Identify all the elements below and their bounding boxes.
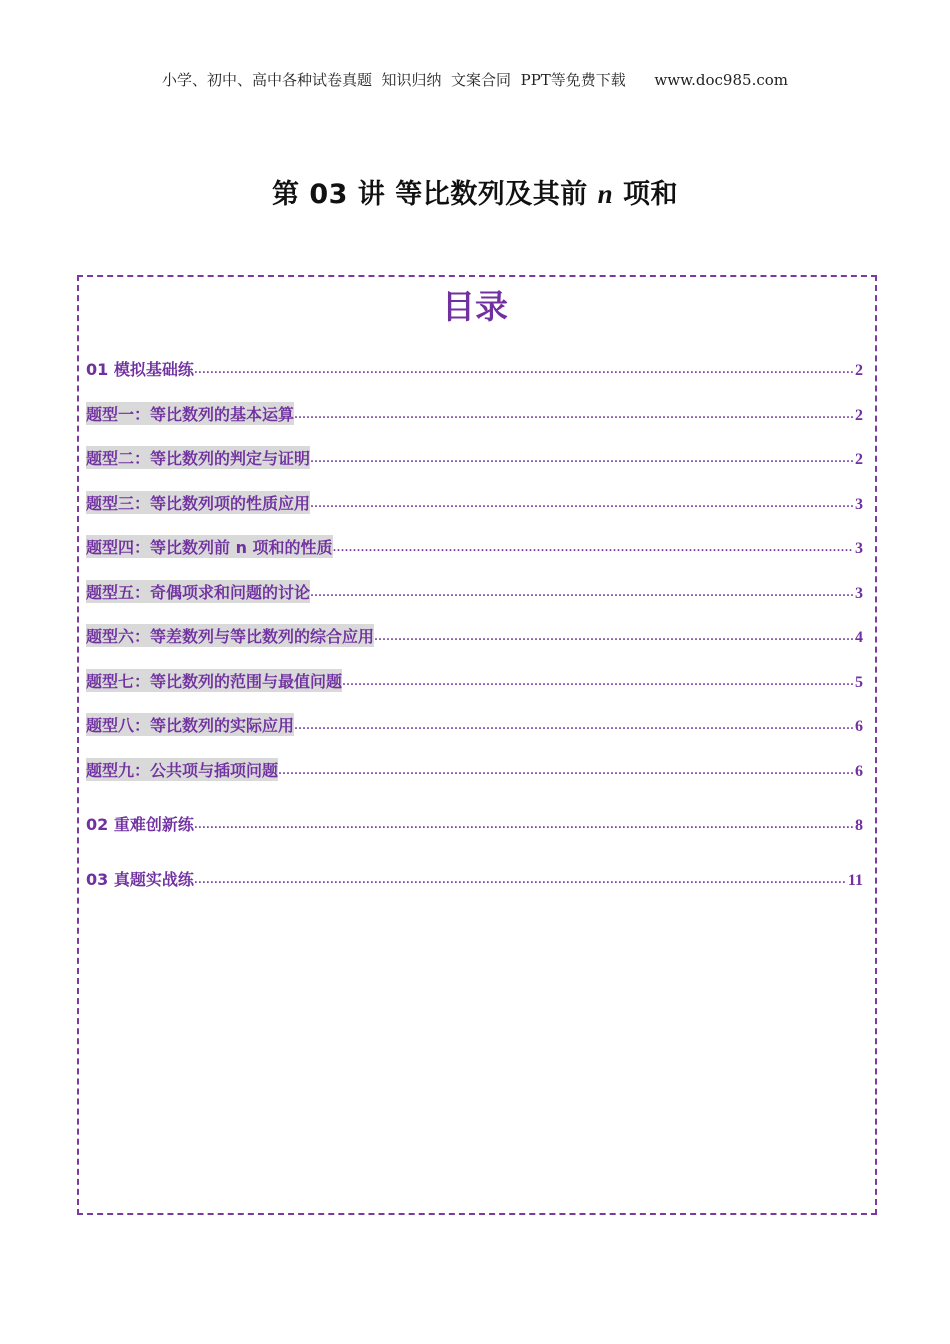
toc-item[interactable] — [86, 623, 863, 647]
toc-item-page: 6 — [855, 763, 863, 780]
toc-leader-dots — [194, 361, 853, 380]
toc-item-label: 题型八：等比数列的实际应用 — [86, 713, 294, 736]
toc-item-page: 8 — [855, 817, 863, 834]
toc-item-label: 题型九：公共项与插项问题 — [86, 758, 278, 781]
toc-item[interactable] — [86, 490, 863, 514]
toc-item-page: 3 — [855, 585, 863, 602]
toc-item[interactable] — [86, 356, 863, 380]
toc-item-page: 5 — [855, 674, 863, 691]
toc-item-label: 题型四：等比数列前 n 项和的性质 — [86, 535, 333, 558]
toc-item[interactable] — [86, 668, 863, 692]
toc-item-page: 3 — [855, 496, 863, 513]
toc-leader-dots — [194, 816, 853, 835]
page-title — [0, 172, 950, 211]
toc-leader-dots — [278, 762, 853, 781]
title-prefix: 第 03 讲 等比数列及其前 — [271, 179, 598, 210]
toc-leader-dots — [310, 450, 853, 469]
toc-item-label: 题型六：等差数列与等比数列的综合应用 — [86, 624, 374, 647]
toc-item-page: 4 — [855, 629, 863, 646]
toc-item-label: 01 模拟基础练 — [86, 360, 194, 379]
toc-leader-dots — [333, 539, 853, 558]
toc-item[interactable] — [86, 401, 863, 425]
title-suffix: 项和 — [613, 179, 679, 210]
toc-leader-dots — [310, 495, 853, 514]
toc-heading: 目录 — [442, 287, 508, 326]
toc-item-label: 题型一：等比数列的基本运算 — [86, 402, 294, 425]
toc-item-page: 3 — [855, 540, 863, 557]
toc-leader-dots — [310, 584, 853, 603]
toc-leader-dots — [294, 406, 853, 425]
toc-item[interactable] — [86, 811, 863, 835]
toc-item-label: 题型五：奇偶项求和问题的讨论 — [86, 580, 310, 603]
toc-leader-dots — [342, 673, 853, 692]
site-header: 小学、初中、高中各种试卷真题 知识归纳 文案合同 PPT等免费下载 www.doc985.com — [161, 71, 788, 89]
toc-item[interactable] — [86, 866, 863, 890]
toc-item-label: 题型三：等比数列项的性质应用 — [86, 491, 310, 514]
toc-item-label: 题型二：等比数列的判定与证明 — [86, 446, 310, 469]
title-n: n — [597, 179, 614, 209]
toc-item-label: 题型七：等比数列的范围与最值问题 — [86, 669, 342, 692]
toc-item-label: 03 真题实战练 — [86, 870, 194, 889]
toc-item-label: 02 重难创新练 — [86, 815, 194, 834]
toc-item-page: 2 — [855, 407, 863, 424]
toc-leader-dots — [194, 871, 846, 890]
toc-item-page: 2 — [855, 451, 863, 468]
toc-item-page: 6 — [855, 718, 863, 735]
toc-item[interactable] — [86, 445, 863, 469]
toc-item-page: 2 — [855, 362, 863, 379]
toc-item[interactable] — [86, 534, 863, 558]
toc-leader-dots — [374, 628, 853, 647]
toc-item[interactable] — [86, 579, 863, 603]
toc-item-page: 11 — [847, 872, 863, 889]
toc-item[interactable] — [86, 757, 863, 781]
toc-item[interactable] — [86, 712, 863, 736]
toc-leader-dots — [294, 717, 853, 736]
